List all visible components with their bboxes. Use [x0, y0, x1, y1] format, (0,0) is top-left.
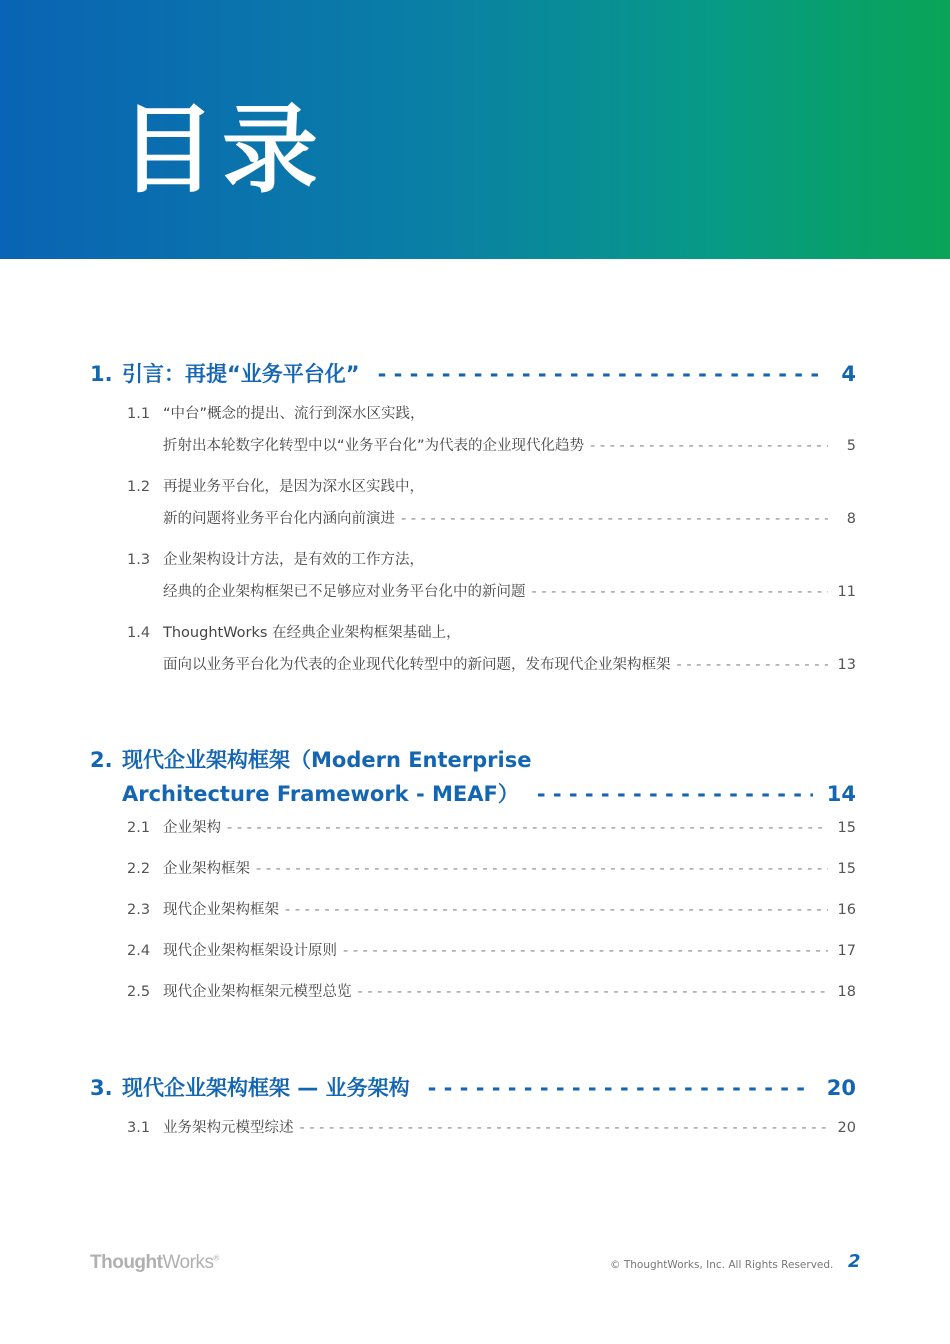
toc-section-1[interactable] — [90, 358, 856, 388]
toc-section-2[interactable] — [90, 744, 856, 808]
logo-registered-mark: ® — [213, 1253, 219, 1263]
dot-leader — [300, 1120, 828, 1136]
dot-leader — [401, 511, 828, 527]
entry-title-line1: 企业架构设计方法，是有效的工作方法， — [163, 552, 424, 568]
dot-leader — [537, 782, 813, 806]
toc-section-3[interactable] — [90, 1072, 856, 1102]
entry-title: 企业架构 — [163, 820, 221, 836]
entry-number: 1.4 — [127, 625, 151, 641]
entry-page: 5 — [846, 438, 856, 454]
toc-entry-2-1[interactable] — [127, 816, 856, 848]
entry-page: 15 — [837, 861, 856, 877]
entry-page: 17 — [837, 943, 856, 959]
section-page: 4 — [841, 362, 856, 386]
section-page: 14 — [826, 782, 856, 806]
entry-title-line1: 再提业务平台化，是因为深水区实践中， — [163, 479, 424, 495]
entry-title: 业务架构元模型综述 — [163, 1120, 294, 1136]
dot-leader — [285, 902, 828, 918]
entry-page: 13 — [837, 657, 856, 673]
dot-leader — [532, 584, 828, 600]
entry-number: 2.4 — [127, 943, 151, 959]
entry-page: 8 — [846, 511, 856, 527]
entry-number: 1.1 — [127, 406, 151, 422]
entry-page: 20 — [837, 1120, 856, 1136]
dot-leader — [358, 984, 828, 1000]
toc-entry-1-4[interactable] — [127, 621, 856, 685]
entry-title: 现代企业架构框架 — [163, 902, 279, 918]
entry-title-line2: 折射出本轮数字化转型中以“业务平台化”为代表的企业现代化趋势 — [163, 438, 585, 454]
entry-title: 企业架构框架 — [163, 861, 250, 877]
section-number: 3. — [90, 1076, 113, 1100]
thoughtworks-logo — [90, 1252, 219, 1274]
section-title: 现代企业架构框架 — 业务架构 — [122, 1076, 410, 1100]
entry-page: 11 — [837, 584, 856, 600]
logo-light-text: Works — [162, 1252, 214, 1273]
toc-entry-1-3[interactable] — [127, 548, 856, 612]
entry-title-line2: 面向以业务平台化为代表的企业现代化转型中的新问题，发布现代企业架构框架 — [163, 657, 671, 673]
toc-entry-3-1[interactable] — [127, 1116, 856, 1148]
section-title-line1: 现代企业架构框架（Modern Enterprise — [122, 748, 532, 772]
dot-leader — [677, 657, 828, 673]
entry-number: 2.3 — [127, 902, 151, 918]
dot-leader — [428, 1076, 813, 1100]
copyright-notice: © ThoughtWorks, Inc. All Rights Reserved. — [610, 1259, 834, 1271]
entry-title-line1: “中台”概念的提出、流行到深水区实践， — [163, 406, 425, 422]
entry-number: 2.1 — [127, 820, 151, 836]
entry-number: 3.1 — [127, 1120, 151, 1136]
page-title: 目录 — [120, 94, 324, 206]
entry-title: 现代企业架构框架元模型总览 — [163, 984, 352, 1000]
toc-entry-1-1[interactable] — [127, 402, 856, 466]
section-page: 20 — [826, 1076, 856, 1100]
page-number: 2 — [848, 1251, 861, 1272]
entry-title-line2: 经典的企业架构框架已不足够应对业务平台化中的新问题 — [163, 584, 526, 600]
dot-leader — [343, 943, 828, 959]
section-title-line2: Architecture Framework - MEAF） — [122, 782, 519, 806]
section-title: 引言：再提“业务平台化” — [122, 362, 360, 386]
entry-page: 18 — [837, 984, 856, 1000]
entry-number: 2.5 — [127, 984, 151, 1000]
toc-entry-2-3[interactable] — [127, 898, 856, 930]
toc-entry-2-2[interactable] — [127, 857, 856, 889]
entry-page: 16 — [837, 902, 856, 918]
logo-bold-text: Thought — [90, 1252, 163, 1273]
entry-title: 现代企业架构框架设计原则 — [163, 943, 337, 959]
entry-number: 1.3 — [127, 552, 151, 568]
entry-number: 1.2 — [127, 479, 151, 495]
toc-entry-2-4[interactable] — [127, 939, 856, 971]
entry-title-line2: 新的问题将业务平台化内涵向前演进 — [163, 511, 395, 527]
dot-leader — [590, 438, 828, 454]
dot-leader — [227, 820, 828, 836]
entry-title-line1: ThoughtWorks 在经典企业架构框架基础上， — [163, 625, 461, 641]
toc-entry-2-5[interactable] — [127, 980, 856, 1012]
toc-entry-1-2[interactable] — [127, 475, 856, 539]
header-banner — [0, 0, 950, 259]
section-number: 2. — [90, 748, 113, 772]
dot-leader — [256, 861, 828, 877]
entry-page: 15 — [837, 820, 856, 836]
dot-leader — [378, 362, 818, 386]
section-number: 1. — [90, 362, 113, 386]
entry-number: 2.2 — [127, 861, 151, 877]
